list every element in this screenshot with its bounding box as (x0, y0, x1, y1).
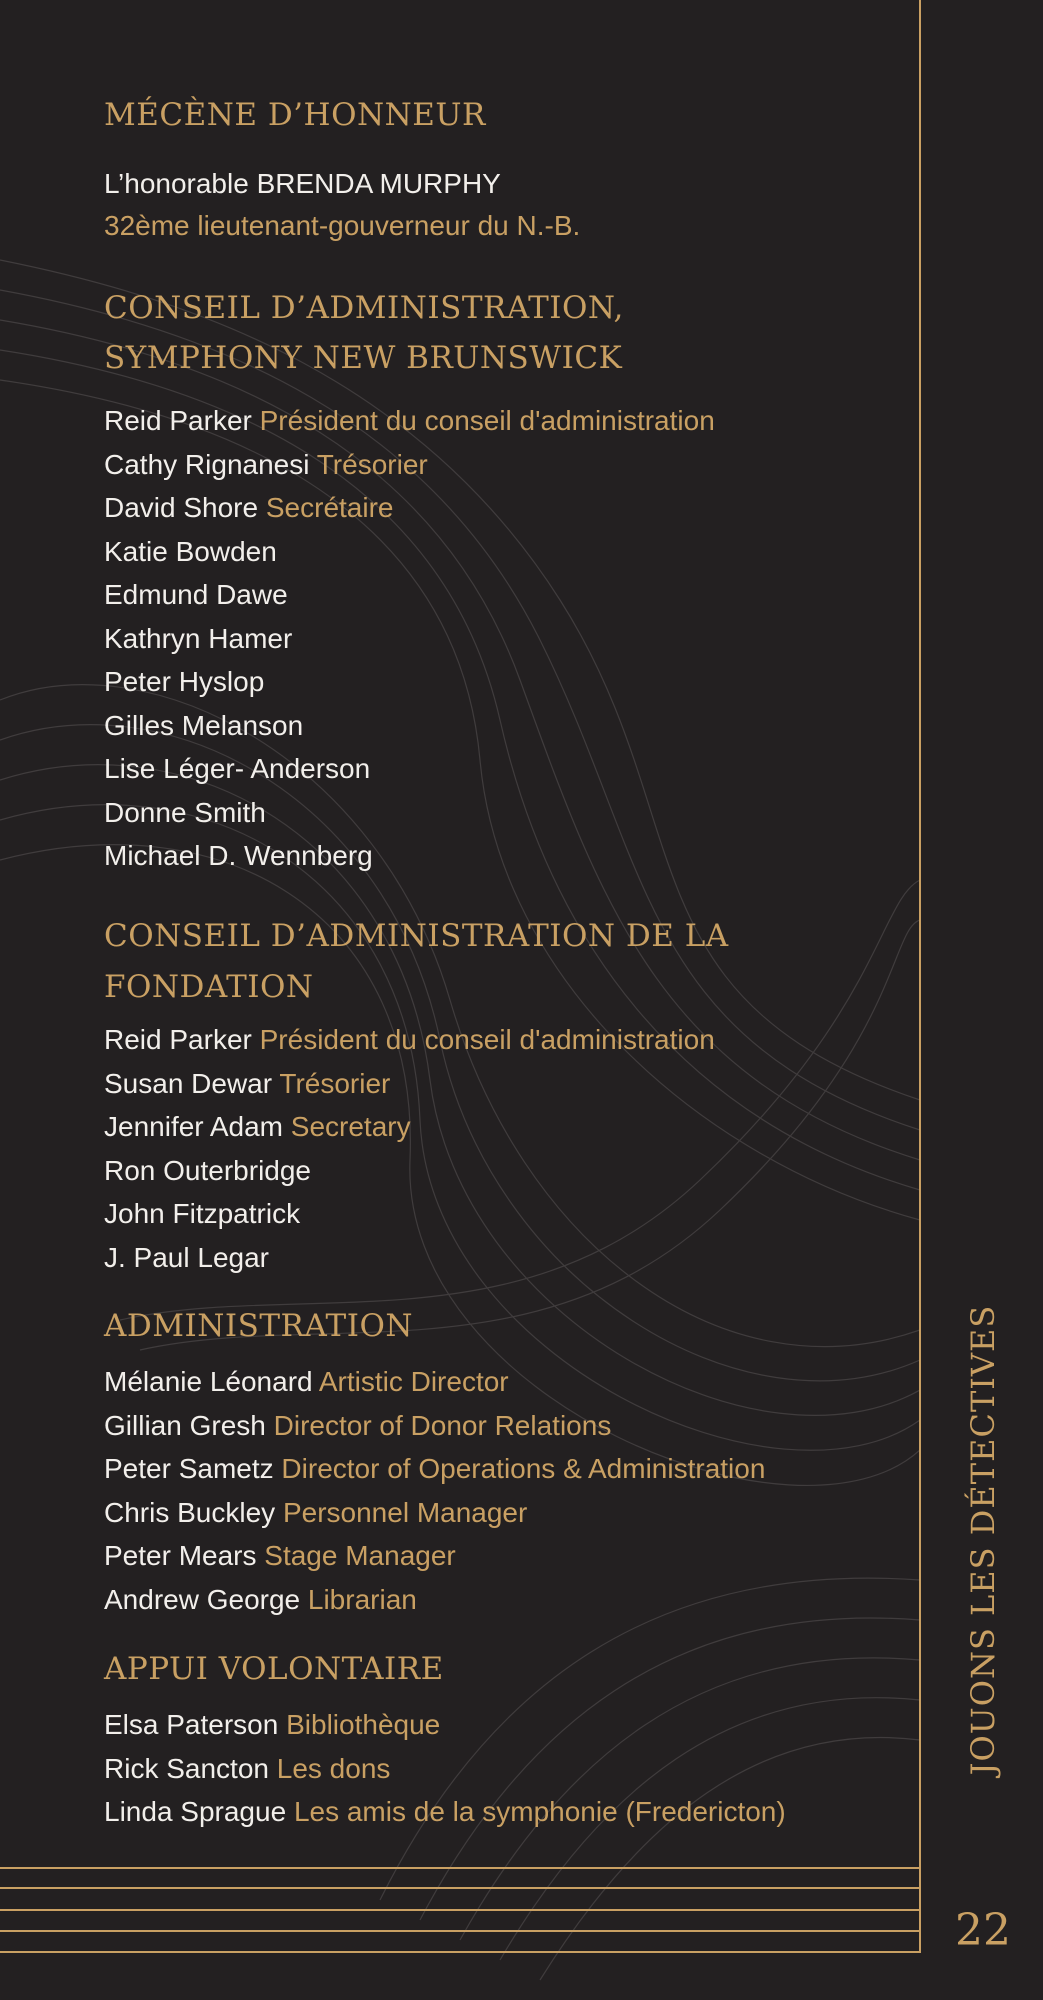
member-name: Donne Smith (104, 796, 266, 828)
patron-name: L’honorable BRENDA MURPHY (104, 168, 501, 199)
member-role: Les amis de la symphonie (Fredericton) (293, 1796, 786, 1827)
member-name: Lise Léger- Anderson (104, 753, 371, 784)
member-line (104, 534, 277, 570)
member-line (104, 1109, 411, 1145)
member-line (104, 1794, 786, 1830)
member-name: Reid Parker (104, 1024, 252, 1055)
member-name: Elsa Paterson (104, 1709, 279, 1740)
member-name: Peter Mears (104, 1540, 257, 1571)
member-role: Director of Donor Relations (273, 1409, 612, 1441)
member-line (104, 664, 264, 700)
member-role: Artistic Director (318, 1366, 509, 1397)
member-name: Ron Outerbridge (104, 1154, 312, 1186)
member-line (104, 1582, 417, 1618)
member-line (104, 1707, 440, 1743)
member-name: Edmund Dawe (104, 579, 288, 610)
heading-foundation-line1: CONSEIL D’ADMINISTRATION DE LA (104, 918, 729, 954)
member-line (104, 1408, 611, 1444)
member-name: Michael D. Wennberg (104, 840, 373, 871)
member-role: Librarian (307, 1583, 417, 1615)
member-name: J. Paul Legar (104, 1241, 269, 1273)
member-line (104, 490, 394, 526)
member-role: Président du conseil d'administration (259, 1024, 715, 1055)
member-role: Stage Manager (264, 1540, 456, 1571)
member-line (104, 1538, 456, 1574)
member-line (104, 1495, 527, 1531)
page-number: 22 (955, 1905, 1011, 1956)
member-name: Mélanie Léonard (104, 1366, 313, 1397)
member-role: Secrétaire (265, 492, 394, 523)
member-line (104, 577, 288, 613)
member-name: Gilles Melanson (104, 709, 304, 741)
member-role: Président du conseil d'administration (259, 405, 715, 436)
member-role: Trésorier (316, 448, 428, 480)
footer-rule (0, 1887, 920, 1889)
member-line (104, 751, 370, 787)
member-name: Peter Hyslop (104, 666, 265, 697)
member-name: Rick Sancton (104, 1752, 269, 1784)
member-name: David Shore (104, 492, 259, 523)
member-name: Chris Buckley (104, 1496, 276, 1528)
member-line (104, 795, 266, 831)
footer-rule (0, 1867, 920, 1869)
member-role: Bibliothèque (286, 1709, 441, 1740)
member-role: Trésorier (279, 1067, 391, 1099)
member-name: John Fitzpatrick (104, 1198, 301, 1229)
member-line (104, 1364, 509, 1400)
member-line (104, 1066, 390, 1102)
member-role: Secretary (290, 1111, 411, 1142)
member-line (104, 403, 715, 439)
heading-board-line2: SYMPHONY NEW BRUNSWICK (104, 340, 623, 376)
heading-board-line1: CONSEIL D’ADMINISTRATION, (104, 290, 624, 326)
member-line (104, 447, 428, 483)
member-role: Director of Operations & Administration (281, 1453, 766, 1484)
member-role: Personnel Manager (282, 1496, 528, 1528)
member-name: Jennifer Adam (104, 1111, 283, 1142)
member-line (104, 1153, 311, 1189)
member-line (104, 621, 292, 657)
member-name: Cathy Rignanesi (104, 448, 310, 480)
member-role: Les dons (276, 1752, 391, 1784)
member-name: Linda Sprague (104, 1796, 287, 1827)
member-line (104, 1022, 715, 1058)
member-name: Andrew George (104, 1583, 301, 1615)
heading-patron: MÉCÈNE D’HONNEUR (104, 97, 486, 133)
vertical-divider (919, 0, 921, 1953)
footer-rule (0, 1930, 920, 1932)
heading-foundation-line2: FONDATION (104, 969, 314, 1005)
sidebar-title: JOUONS LES DÉTECTIVES (964, 1304, 1002, 1776)
member-line (104, 1240, 269, 1276)
member-name: Katie Bowden (104, 535, 277, 567)
footer-rule (0, 1909, 920, 1911)
member-name: Susan Dewar (104, 1067, 273, 1099)
member-line (104, 1451, 765, 1487)
member-line (104, 838, 373, 874)
member-name: Peter Sametz (104, 1453, 274, 1484)
footer-rule (0, 1951, 920, 1953)
member-name: Gillian Gresh (104, 1409, 266, 1441)
member-line (104, 1196, 300, 1232)
heading-volunteers: APPUI VOLONTAIRE (104, 1651, 444, 1687)
member-name: Reid Parker (104, 405, 252, 436)
patron-role: 32ème lieutenant-gouverneur du N.-B. (104, 210, 581, 241)
heading-administration: ADMINISTRATION (104, 1308, 414, 1344)
member-name: Kathryn Hamer (104, 622, 293, 654)
member-line (104, 708, 303, 744)
member-line (104, 1751, 390, 1787)
